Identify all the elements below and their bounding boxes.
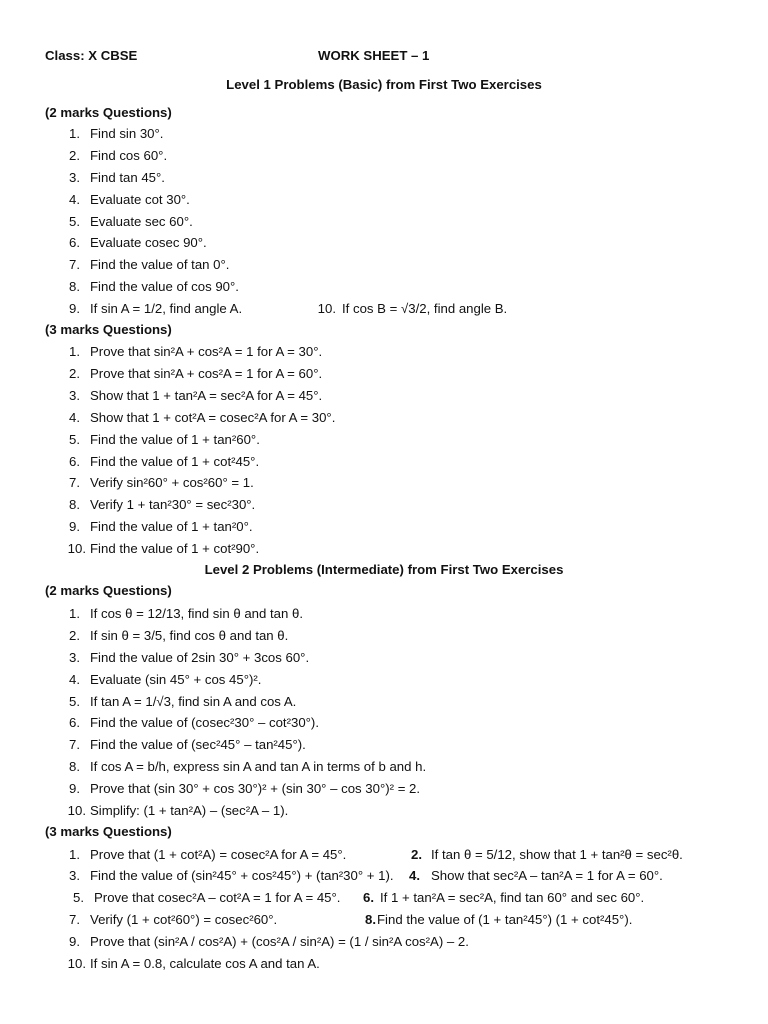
item-number: 10. — [67, 803, 86, 818]
item-number: 5. — [69, 694, 80, 709]
item-number: 2. — [69, 366, 80, 381]
item-number: 9. — [69, 301, 80, 316]
item-text: Find the value of (1 + tan²45°) (1 + cot²45°). — [377, 912, 633, 927]
level1-title: Level 1 Problems (Basic) from First Two Exercises — [226, 77, 542, 92]
item-text: Verify sin²60° + cos²60° = 1. — [90, 475, 254, 490]
item-text: If cos B = √3/2, find angle B. — [342, 301, 508, 316]
item-number: 3. — [69, 650, 80, 665]
level1-3marks-heading: (3 marks Questions) — [45, 322, 172, 337]
item-text: Find the value of (sin²45° + cos²45°) + (tan²30° + 1). — [90, 868, 394, 883]
item-number: 8. — [365, 912, 376, 927]
item-text: Evaluate cosec 90°. — [90, 235, 207, 250]
item-text: Show that 1 + tan²A = sec²A for A = 45°. — [90, 388, 323, 403]
item-text: Prove that cosec²A – cot²A = 1 for A = 45°. — [94, 890, 341, 905]
item-text: Prove that (sin²A / cos²A) + (cos²A / sin²A) = (1 / sin²A cos²A) – 2. — [90, 934, 469, 949]
item-number: 6. — [69, 454, 80, 469]
item-text: If cos A = b/h, express sin A and tan A in terms of b and h. — [90, 759, 427, 774]
item-number: 10. — [317, 301, 336, 316]
item-text: Find the value of 1 + tan²60°. — [90, 432, 260, 447]
item-text: Prove that sin²A + cos²A = 1 for A = 60°. — [90, 366, 323, 381]
item-text: If cos θ = 12/13, find sin θ and tan θ. — [90, 606, 303, 621]
item-number: 5. — [73, 890, 84, 905]
item-number: 3. — [69, 868, 80, 883]
item-number: 5. — [69, 432, 80, 447]
item-number: 1. — [69, 847, 80, 862]
item-number: 7. — [69, 737, 80, 752]
item-number: 4. — [409, 868, 420, 883]
level1-2marks-heading: (2 marks Questions) — [45, 105, 172, 120]
item-number: 6. — [69, 235, 80, 250]
item-text: Prove that (sin 30° + cos 30°)² + (sin 30° – cos 30°)² = 2. — [90, 781, 421, 796]
item-text: Find the value of 1 + cot²45°. — [90, 454, 260, 469]
item-number: 2. — [69, 628, 80, 643]
item-text: If tan θ = 5/12, show that 1 + tan²θ = sec²θ. — [431, 847, 683, 862]
item-number: 6. — [363, 890, 374, 905]
item-text: Find the value of (sec²45° – tan²45°). — [90, 737, 306, 752]
item-text: Find the value of 2sin 30° + 3cos 60°. — [90, 650, 310, 665]
item-number: 3. — [69, 388, 80, 403]
item-text: If tan A = 1/√3, find sin A and cos A. — [90, 694, 297, 709]
item-text: If sin θ = 3/5, find cos θ and tan θ. — [90, 628, 289, 643]
item-number: 6. — [69, 715, 80, 730]
item-number: 8. — [69, 279, 80, 294]
item-text: Evaluate (sin 45° + cos 45°)². — [90, 672, 262, 687]
item-text: Find the value of cos 90°. — [90, 279, 239, 294]
item-text: Simplify: (1 + tan²A) – (sec²A – 1). — [90, 803, 289, 818]
item-number: 4. — [69, 192, 80, 207]
item-number: 4. — [69, 410, 80, 425]
item-number: 1. — [69, 606, 80, 621]
item-text: Find the value of tan 0°. — [90, 257, 230, 272]
item-number: 9. — [69, 781, 80, 796]
item-text: Find the value of (cosec²30° – cot²30°). — [90, 715, 319, 730]
item-text: Prove that sin²A + cos²A = 1 for A = 30°. — [90, 344, 323, 359]
item-number: 2. — [411, 847, 422, 862]
level2-3marks-heading: (3 marks Questions) — [45, 824, 172, 839]
worksheet-title: WORK SHEET – 1 — [318, 48, 430, 63]
class-label: Class: X CBSE — [45, 48, 138, 63]
item-number: 7. — [69, 257, 80, 272]
item-text: Find the value of 1 + cot²90°. — [90, 541, 260, 556]
item-number: 7. — [69, 475, 80, 490]
item-number: 7. — [69, 912, 80, 927]
item-number: 2. — [69, 148, 80, 163]
item-text: Find the value of 1 + tan²0°. — [90, 519, 253, 534]
item-number: 5. — [69, 214, 80, 229]
item-number: 10. — [67, 541, 86, 556]
item-number: 8. — [69, 497, 80, 512]
item-text: If sin A = 1/2, find angle A. — [90, 301, 243, 316]
item-text: Prove that (1 + cot²A) = cosec²A for A = 45°. — [90, 847, 347, 862]
item-text: Evaluate cot 30°. — [90, 192, 190, 207]
item-number: 9. — [69, 934, 80, 949]
item-text: Verify 1 + tan²30° = sec²30°. — [90, 497, 256, 512]
item-number: 10. — [67, 956, 86, 971]
item-text: Evaluate sec 60°. — [90, 214, 193, 229]
item-number: 3. — [69, 170, 80, 185]
item-text: If sin A = 0.8, calculate cos A and tan A. — [90, 956, 320, 971]
item-number: 4. — [69, 672, 80, 687]
item-number: 1. — [69, 344, 80, 359]
item-text: Find tan 45°. — [90, 170, 165, 185]
item-text: Find cos 60°. — [90, 148, 168, 163]
level2-title: Level 2 Problems (Intermediate) from First Two Exercises — [204, 562, 564, 577]
item-text: Show that sec²A – tan²A = 1 for A = 60°. — [431, 868, 663, 883]
item-text: Find sin 30°. — [90, 126, 164, 141]
item-text: Show that 1 + cot²A = cosec²A for A = 30°. — [90, 410, 336, 425]
item-number: 9. — [69, 519, 80, 534]
item-text: If 1 + tan²A = sec²A, find tan 60° and sec 60°. — [380, 890, 645, 905]
item-text: Verify (1 + cot²60°) = cosec²60°. — [90, 912, 278, 927]
level2-2marks-heading: (2 marks Questions) — [45, 583, 172, 598]
item-number: 8. — [69, 759, 80, 774]
item-number: 1. — [69, 126, 80, 141]
